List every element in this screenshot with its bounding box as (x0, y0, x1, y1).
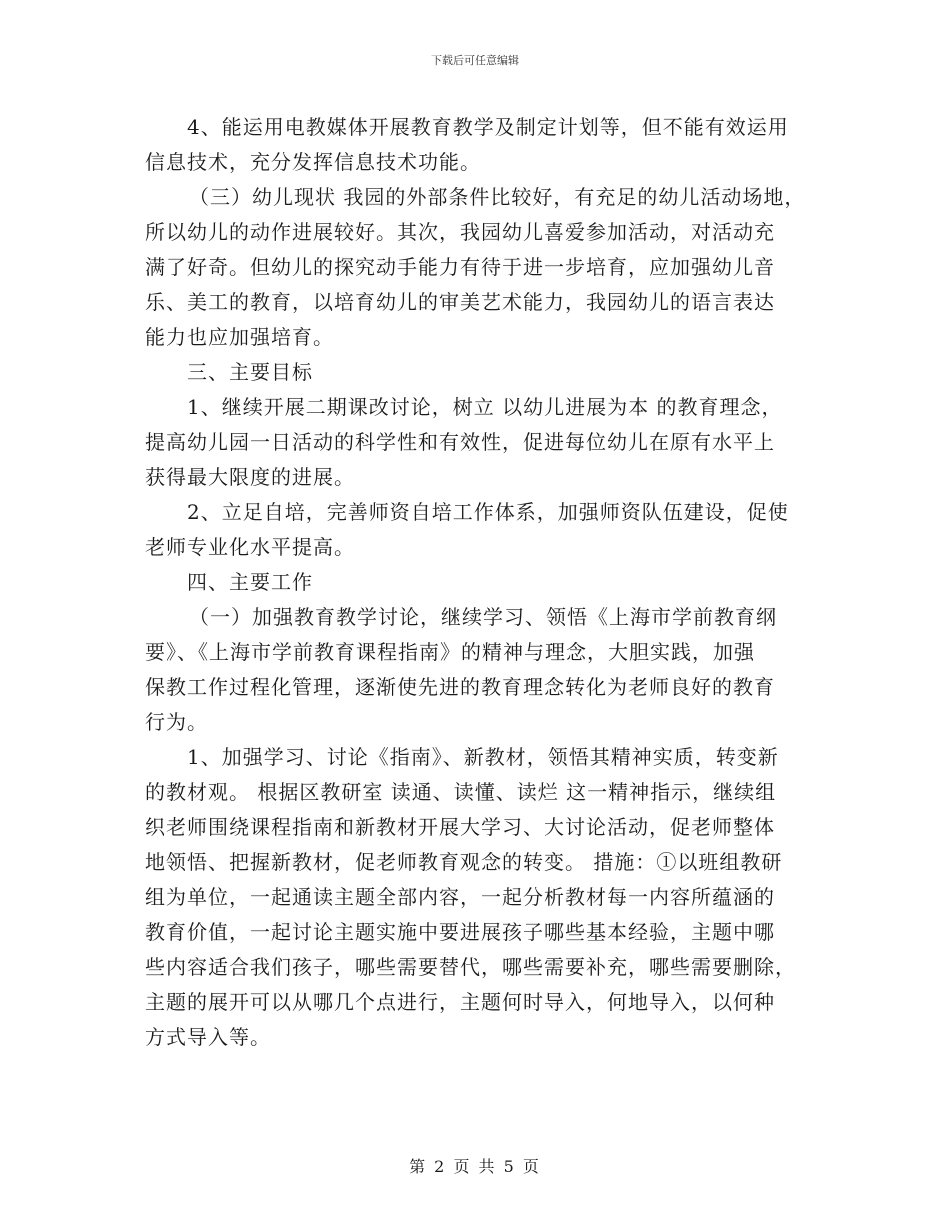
paragraph-line: （一）加强教育教学讨论，继续学习、领悟《上海市学前教育纲 (189, 605, 777, 629)
paragraph-line: 要》、《上海市学前教育课程指南》的精神与理念，大胆实践，加强 (145, 640, 755, 664)
section-heading: 三、主要目标 (187, 360, 313, 384)
paragraph-line: 所以幼儿的动作进展较好。其次，我园幼儿喜爱参加活动，对活动充 (145, 220, 775, 244)
section-heading: 四、主要工作 (187, 570, 313, 594)
paragraph-line: （三）幼儿现状 我园的外部条件比较好，有充足的幼儿活动场地， (189, 185, 806, 209)
paragraph-line: 乐、美工的教育，以培育幼儿的审美艺术能力，我园幼儿的语言表达 (145, 290, 775, 314)
paragraph-line: 主题的展开可以从哪几个点进行，主题何时导入，何地导入，以何种 (145, 990, 775, 1014)
paragraph-line: 能力也应加强培育。 (145, 325, 334, 349)
paragraph-line: 织老师围绕课程指南和新教材开展大学习、大讨论活动，促老师整体 (145, 815, 775, 839)
paragraph-line: 的教材观。 根据区教研室 读通、读懂、读烂 这一精神指示，继续组 (145, 780, 777, 804)
document-body (145, 110, 815, 1055)
paragraph-line: 1、继续开展二期课改讨论，树立 以幼儿进展为本 的教育理念， (187, 395, 783, 419)
paragraph-line: 方式导入等。 (145, 1025, 271, 1049)
paragraph-line: 教育价值，一起讨论主题实施中要进展孩子哪些基本经验，主题中哪 (145, 920, 775, 944)
page-number: 第 2 页 共 5 页 (409, 1157, 541, 1176)
paragraph-line: 些内容适合我们孩子，哪些需要替代，哪些需要补充，哪些需要删除， (145, 955, 796, 979)
paragraph-line: 4、能运用电教媒体开展教育教学及制定计划等，但不能有效运用 (187, 115, 789, 139)
paragraph-line: 老师专业化水平提高。 (145, 535, 355, 559)
paragraph-line: 2、立足自培，完善师资自培工作体系，加强师资队伍建设，促使 (187, 500, 789, 524)
paragraph-line: 地领悟、把握新教材，促老师教育观念的转变。 措施：①以班组教研 (145, 850, 783, 874)
paragraph-line: 信息技术，充分发挥信息技术功能。 (145, 150, 481, 174)
paragraph-line: 行为。 (145, 710, 208, 734)
paragraph-line: 保教工作过程化管理，逐渐使先进的教育理念转化为老师良好的教育 (145, 675, 775, 699)
paragraph-line: 组为单位，一起通读主题全部内容，一起分析教材每一内容所蕴涵的 (145, 885, 775, 909)
paragraph-line: 满了好奇。但幼儿的探究动手能力有待于进一步培育，应加强幼儿音 (145, 255, 775, 279)
paragraph-line: 1、加强学习、讨论《指南》、新教材，领悟其精神实质，转变新 (187, 745, 779, 769)
page-header: 下载后可任意编辑 (431, 54, 519, 67)
paragraph-line: 获得最大限度的进展。 (145, 465, 355, 489)
paragraph-line: 提高幼儿园一日活动的科学性和有效性，促进每位幼儿在原有水平上 (145, 430, 775, 454)
